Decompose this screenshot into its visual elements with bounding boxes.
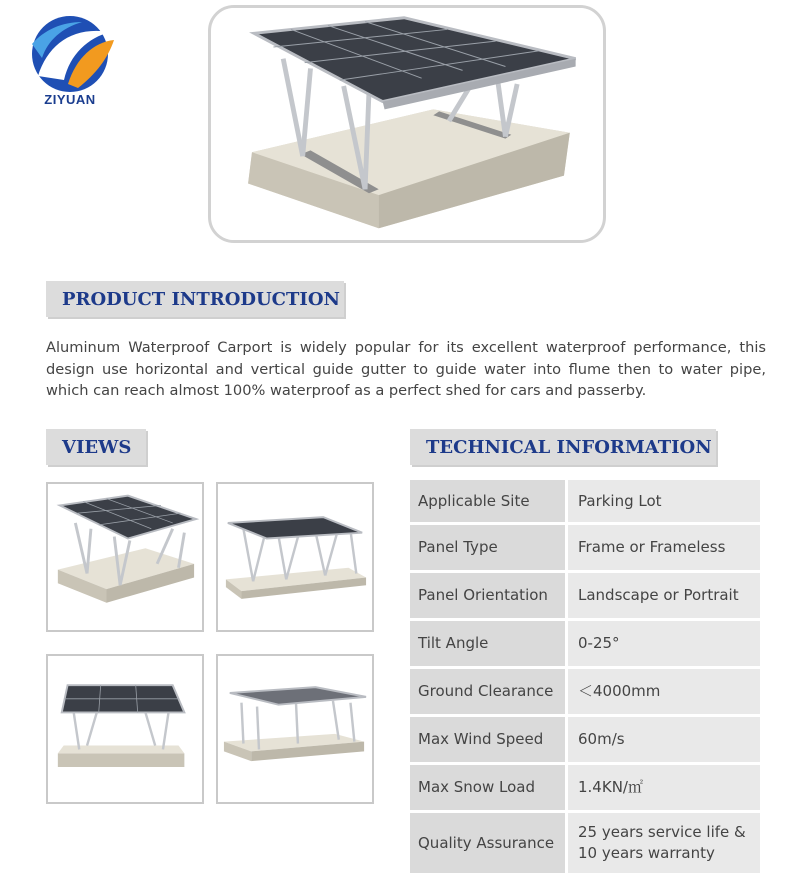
spec-label: Applicable Site [410,480,568,522]
view-thumbnail-perspective [46,482,204,632]
table-row [410,621,760,669]
section-title-technical-information: TECHNICAL INFORMATION [410,429,716,465]
spec-value: Landscape or Portrait [568,573,760,618]
technical-information-table [410,480,760,873]
spec-value: 1.4KN/㎡ [568,765,760,810]
spec-value: 60m/s [568,717,760,762]
spec-value: Parking Lot [568,480,760,522]
spec-label: Panel Orientation [410,573,568,618]
brand-logo [18,14,122,114]
carport-hero-illustration [211,8,603,240]
view-thumbnail-side [216,482,374,632]
view-thumbnail-front [216,654,374,804]
table-row [410,480,760,525]
table-row [410,573,760,621]
spec-label: Max Snow Load [410,765,568,810]
spec-label: Panel Type [410,525,568,570]
table-row [410,765,760,813]
product-introduction-text: Aluminum Waterproof Carport is widely popular for its excellent waterproof performance, this design use horizontal and vertical guide gutter to guide water into flume then to water pipe, which can reach almost 100% waterproof as a perfect shed for cars and passerby. [46,339,766,399]
spec-label: Quality Assurance [410,813,568,873]
hero-product-image [208,5,606,243]
spec-value: 25 years service life & 10 years warranty [568,813,760,873]
section-title-views: VIEWS [46,429,146,465]
ziyuan-logo-icon [18,14,122,94]
spec-label: Max Wind Speed [410,717,568,762]
section-title-product-introduction: PRODUCT INTRODUCTION [46,281,344,317]
brand-name: ZIYUAN [44,92,96,107]
table-row [410,525,760,573]
spec-value: ＜4000mm [568,669,760,714]
table-row [410,669,760,717]
spec-value: Frame or Frameless [568,525,760,570]
spec-label: Tilt Angle [410,621,568,666]
table-row [410,813,760,873]
table-row [410,717,760,765]
spec-label: Ground Clearance [410,669,568,714]
view-thumbnail-rear [46,654,204,804]
spec-value: 0-25° [568,621,760,666]
